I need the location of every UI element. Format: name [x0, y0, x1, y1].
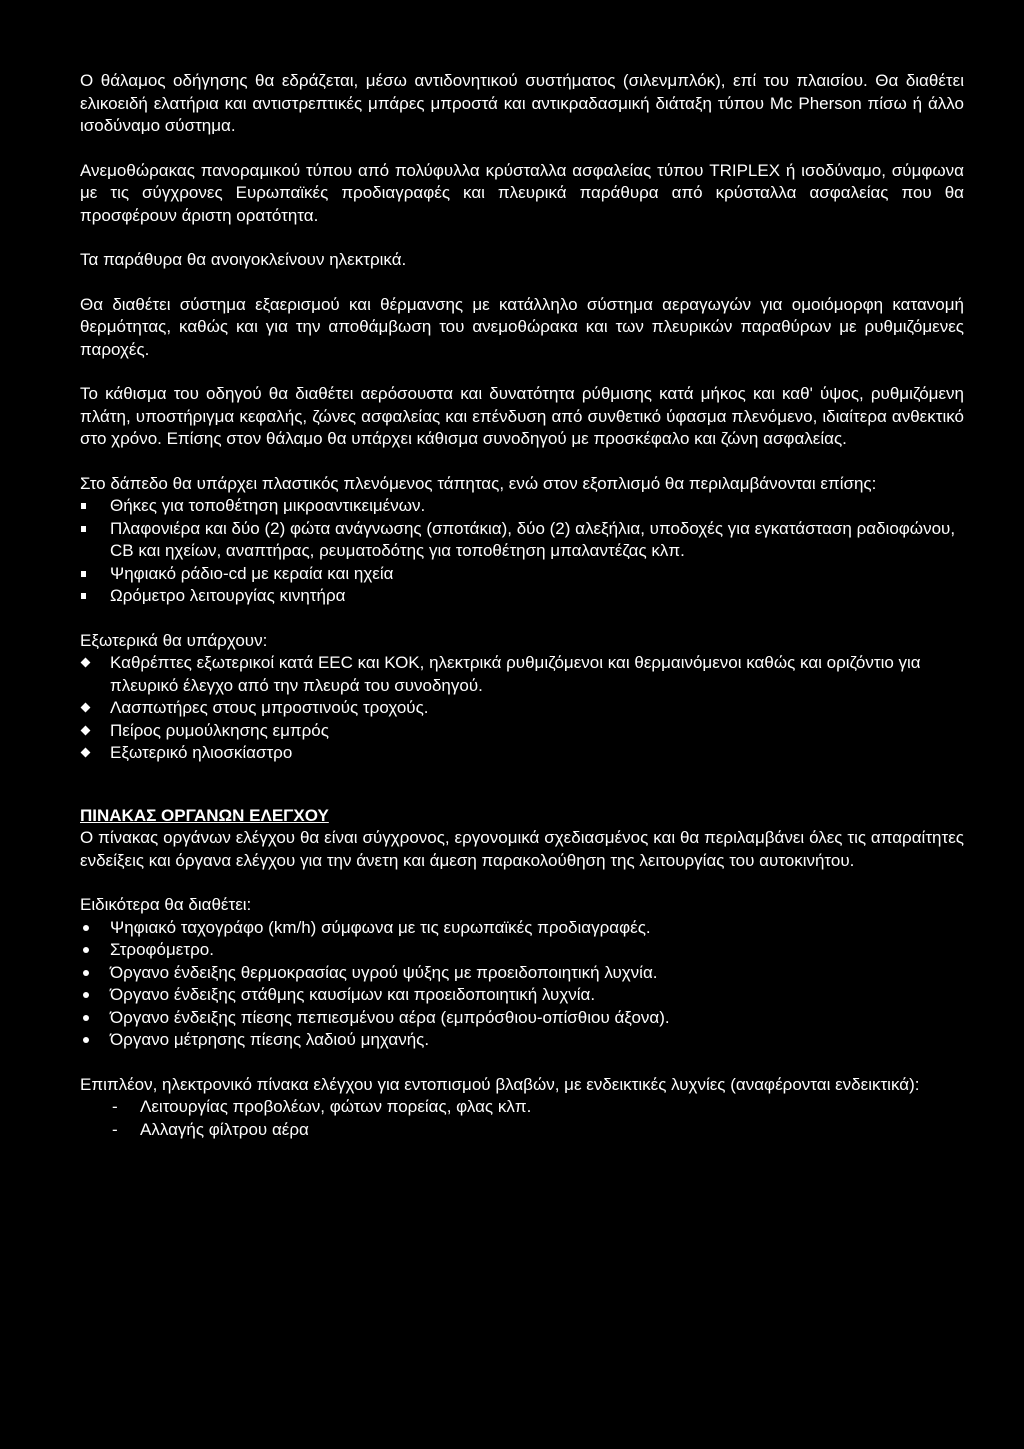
list-item: Αλλαγής φίλτρου αέρα	[140, 1119, 309, 1139]
list-item: Πλαφονιέρα και δύο (2) φώτα ανάγνωσης (σποτάκια), δύο (2) αλεξήλια, υποδοχές για εγκατάσταση ραδιοφώνου, CB και ηχείων, αναπτήρας, ρευματοδότης για τοποθέτηση μπαλαντέζας κλπ.	[110, 518, 956, 560]
list-item: Όργανο ένδειξης θερμοκρασίας υγρού ψύξης με προειδοποιητική λυχνία.	[110, 962, 658, 982]
specifics-intro: Ειδικότερα θα διαθέτει:	[80, 895, 252, 914]
paragraph-dashboard-intro: Ο πίνακας οργάνων ελέγχου θα είναι σύγχρονος, εργονομικά σχεδιασμένος και θα περιλαμβάνει όλες τις απαραίτητες ενδείξεις και όργανα ελέγχου για την άνετη και άμεση παρακολούθηση της λειτουργίας του αυτοκινήτου.	[80, 828, 964, 870]
list-item: Ωρόμετρο λειτουργίας κινητήρα	[110, 586, 346, 605]
paragraph-ventilation: Θα διαθέτει σύστημα εξαερισμού και θέρμανσης με κατάλληλο σύστημα αεραγωγών για ομοιόμορφη κατανομή θερμότητας, καθώς και για την αποθάμβωση του ανεμοθώρακα και των πλευρικών παραθύρων με ρυθμιζόμενες παροχές.	[80, 294, 964, 359]
paragraph-cab-mounting: Ο θάλαμος οδήγησης θα εδράζεται, μέσω αντιδονητικού συστήματος (σιλενμπλόκ), επί του πλαισίου. Θα διαθέτει ελικοειδή ελατήρια και αντιστρεπτικές μπάρες μπροστά και αντικραδασμική διάταξη τύπου Mc Pherson πίσω ή άλλο ισοδύναμο σύστημα.	[80, 71, 964, 135]
section-heading: ΠΙΝΑΚΑΣ ΟΡΓΑΝΩΝ ΕΛΕΓΧΟΥ	[80, 805, 329, 825]
exterior-list	[80, 652, 964, 765]
floor-equipment-list	[80, 495, 964, 608]
list-item: Όργανο ένδειξης πίεσης πεπιεσμένου αέρα (εμπρόσθιου-οπίσθιου άξονα).	[110, 1007, 670, 1027]
list-item: Θήκες για τοποθέτηση μικροαντικειμένων.	[110, 496, 426, 515]
list-item: Όργανο ένδειξης στάθμης καυσίμων και προειδοποιητική λυχνία.	[110, 985, 596, 1004]
list-item: Στροφόμετρο.	[110, 940, 214, 959]
paragraph-windshield: Ανεμοθώρακας πανοραμικού τύπου από πολύφυλλα κρύσταλλα ασφαλείας τύπου TRIPLEX ή ισοδύναμο, σύμφωνα με τις σύγχρονες Ευρωπαϊκές προδιαγραφές και πλευρικά παράθυρα από κρύσταλλα ασφαλείας που θα προσφέρουν άριστη ορατότητα.	[80, 160, 964, 225]
paragraph-control-panel: Επιπλέον, ηλεκτρονικό πίνακα ελέγχου για εντοπισμού βλαβών, με ενδεικτικές λυχνίες (αναφέρονται ενδεικτικά):	[80, 1074, 920, 1094]
list-item: Πείρος ρυμούλκησης εμπρός	[110, 720, 329, 740]
list-item: Λειτουργίας προβολέων, φώτων πορείας, φλας κλπ.	[140, 1097, 532, 1116]
list-item: Λασπωτήρες στους μπροστινούς τροχούς.	[110, 698, 429, 717]
paragraph-windows: Τα παράθυρα θα ανοιγοκλείνουν ηλεκτρικά.	[80, 250, 407, 269]
indicator-list	[80, 1096, 964, 1141]
paragraph-driver-seat: Το κάθισμα του οδηγού θα διαθέτει αερόσουστα και δυνατότητα ρύθμισης κατά μήκος και καθ' ύψος, ρυθμιζόμενη πλάτη, υποστήριγμα κεφαλής, ζώνες ασφαλείας και επένδυση από συνθετικό ύφασμα πλενόμενο, ιδιαίτερα ανθεκτικό στο χρόνο. Επίσης στον θάλαμο θα υπάρχει κάθισμα συνοδηγού με προσκέφαλο και ζώνη ασφαλείας.	[80, 384, 964, 448]
list-item: Καθρέπτες εξωτερικοί κατά EEC και ΚΟΚ, ηλεκτρικά ρυθμιζόμενοι και θερμαινόμενοι καθώς και οριζόντιο για πλευρικό έλεγχο από την πλευρά του συνοδηγού.	[110, 653, 921, 695]
list-item: Εξωτερικό ηλιοσκίαστρο	[110, 743, 293, 762]
list-item: Όργανο μέτρησης πίεσης λαδιού μηχανής.	[110, 1030, 430, 1049]
document-page	[80, 70, 964, 1141]
list-item: Ψηφιακό ταχογράφο (km/h) σύμφωνα με τις ευρωπαϊκές προδιαγραφές.	[110, 917, 651, 937]
paragraph-floor: Στο δάπεδο θα υπάρχει πλαστικός πλενόμενος τάπητας, ενώ στον εξοπλισμό θα περιλαμβάνονται επίσης:	[80, 473, 877, 493]
exterior-intro: Εξωτερικά θα υπάρχουν:	[80, 630, 268, 650]
instruments-list	[80, 917, 964, 1052]
list-item: Ψηφιακό ράδιο-cd με κεραία και ηχεία	[110, 563, 394, 583]
